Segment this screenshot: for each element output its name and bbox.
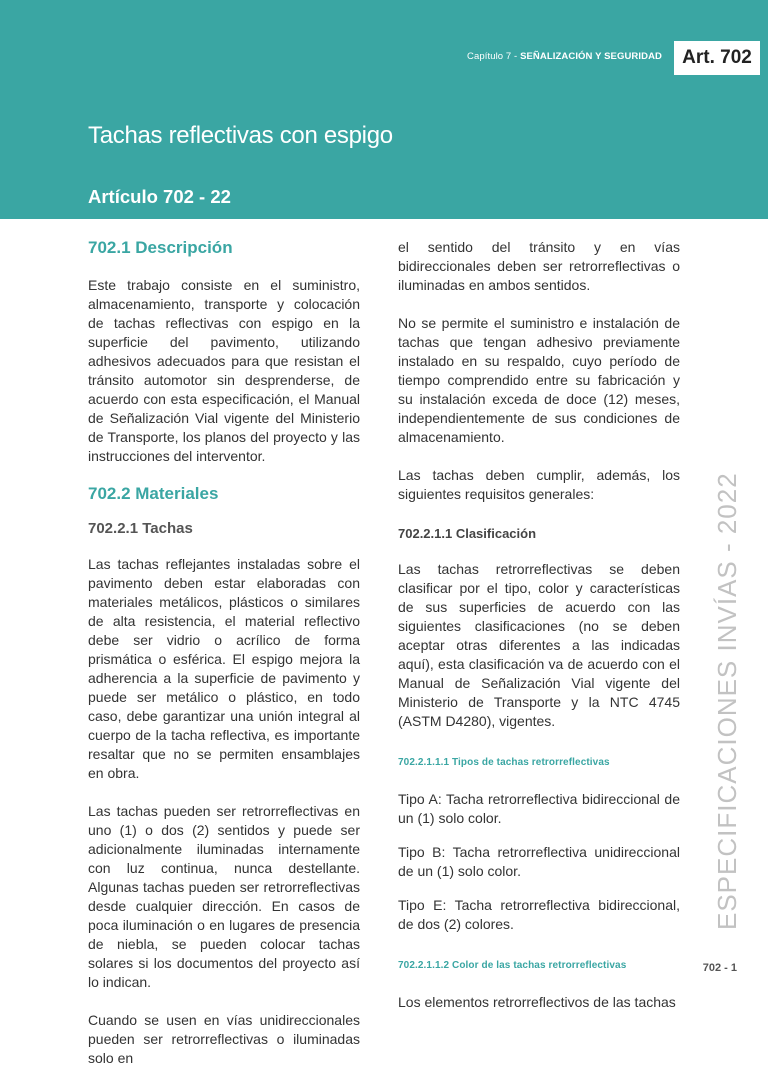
- chapter-prefix: Capítulo 7 -: [467, 51, 521, 62]
- section-heading-description: 702.1 Descripción: [88, 238, 233, 257]
- side-label: ESPECIFICACIONES INVÍAS - 2022: [712, 472, 742, 930]
- section-heading-materials: 702.2 Materiales: [88, 484, 219, 503]
- paragraph: Las tachas deben cumplir, además, los siguientes requisitos generales:: [398, 467, 680, 502]
- article-subtitle: Artículo 702 - 22: [88, 186, 231, 207]
- chapter-name: SEÑALIZACIÓN Y SEGURIDAD: [520, 51, 662, 62]
- paragraph: Este trabajo consiste en el suministro, almacenamiento, transporte y colocación de tachas reflectivas con espigo en la superficie del pavimento, utilizando adhesivos adecuados para que resistan el tránsito automotor sin desprenderse, de acuerdo con esta especificación, el Manual de Señalización Vial vigente del Ministerio de Transporte, los planos del proyecto y las instrucciones del interventor.: [88, 277, 360, 464]
- paragraph: Las tachas pueden ser retrorreflectivas en uno (1) o dos (2) sentidos y puede ser adicionalmente iluminadas internamente con luz continua, nunca destellante. Algunas tachas pueden ser retrorreflectivas desde cualquier dirección. En casos de poca iluminación o en lugares de presencia de niebla, se pueden colocar tachas solares si los documentos del proyecto así lo indican.: [88, 803, 360, 990]
- paragraph: No se permite el suministro e instalación de tachas que tengan adhesivo previamente instalado en su respaldo, cuyo período de tiempo comprendido entre su fabricación y su instalación exceda de doce (12) meses, independientemente de sus condiciones de almacenamiento.: [398, 315, 680, 445]
- chapter-label: [467, 51, 662, 62]
- paragraph: Las tachas retrorreflectivas se deben clasificar por el tipo, color y características de sus superficies de acuerdo con las siguientes clasificaciones (no se deben aceptar otras diferentes a las indicadas aquí), esta clasificación va de acuerdo con el Manual de Señalización Vial vigente del Ministerio de Transporte y la NTC 4745 (ASTM D4280), vigentes.: [398, 561, 680, 729]
- subsection-heading-tachas: 702.2.1 Tachas: [88, 520, 193, 537]
- list-item: Tipo A: Tacha retrorreflectiva bidireccional de un (1) solo color.: [398, 791, 680, 826]
- article-badge: Art. 702: [674, 41, 760, 75]
- page-title: Tachas reflectivas con espigo: [88, 122, 393, 149]
- list-item: Tipo E: Tacha retrorreflectiva bidireccional, de dos (2) colores.: [398, 897, 680, 932]
- list-item: Tipo B: Tacha retrorreflectiva unidireccional de un (1) solo color.: [398, 844, 680, 879]
- paragraph: Las tachas reflejantes instaladas sobre el pavimento deben estar elaboradas con materiales metálicos, plásticos o similares de alta resistencia, el material reflectivo debe ser vidrio o acrílico de forma prismática o esférica. El espigo mejora la adherencia a la superficie de pavimento y puede ser metálico o plástico, en todo caso, debe garantizar una unión integral al cuerpo de la tacha reflectiva, es importante resaltar que no se permiten ensamblajes en obra.: [88, 556, 360, 781]
- paragraph: Los elementos retrorreflectivos de las tachas: [398, 994, 676, 1010]
- subsection-heading-clasificacion: 702.2.1.1 Clasificación: [398, 526, 537, 541]
- subsection-heading-color: 702.2.1.1.2 Color de las tachas retrorreflectivas: [398, 960, 627, 971]
- left-column: [88, 238, 360, 1068]
- page-number: 702 - 1: [702, 962, 737, 974]
- subsection-heading-tipos: 702.2.1.1.1 Tipos de tachas retrorreflectivas: [398, 757, 610, 768]
- right-column: [398, 238, 680, 1012]
- paragraph: el sentido del tránsito y en vías bidireccionales deben ser retrorreflectivas o iluminadas en ambos sentidos.: [398, 239, 680, 293]
- header-banner: [0, 0, 768, 219]
- paragraph: Cuando se usen en vías unidireccionales pueden ser retrorreflectivas o iluminadas solo en: [88, 1012, 360, 1066]
